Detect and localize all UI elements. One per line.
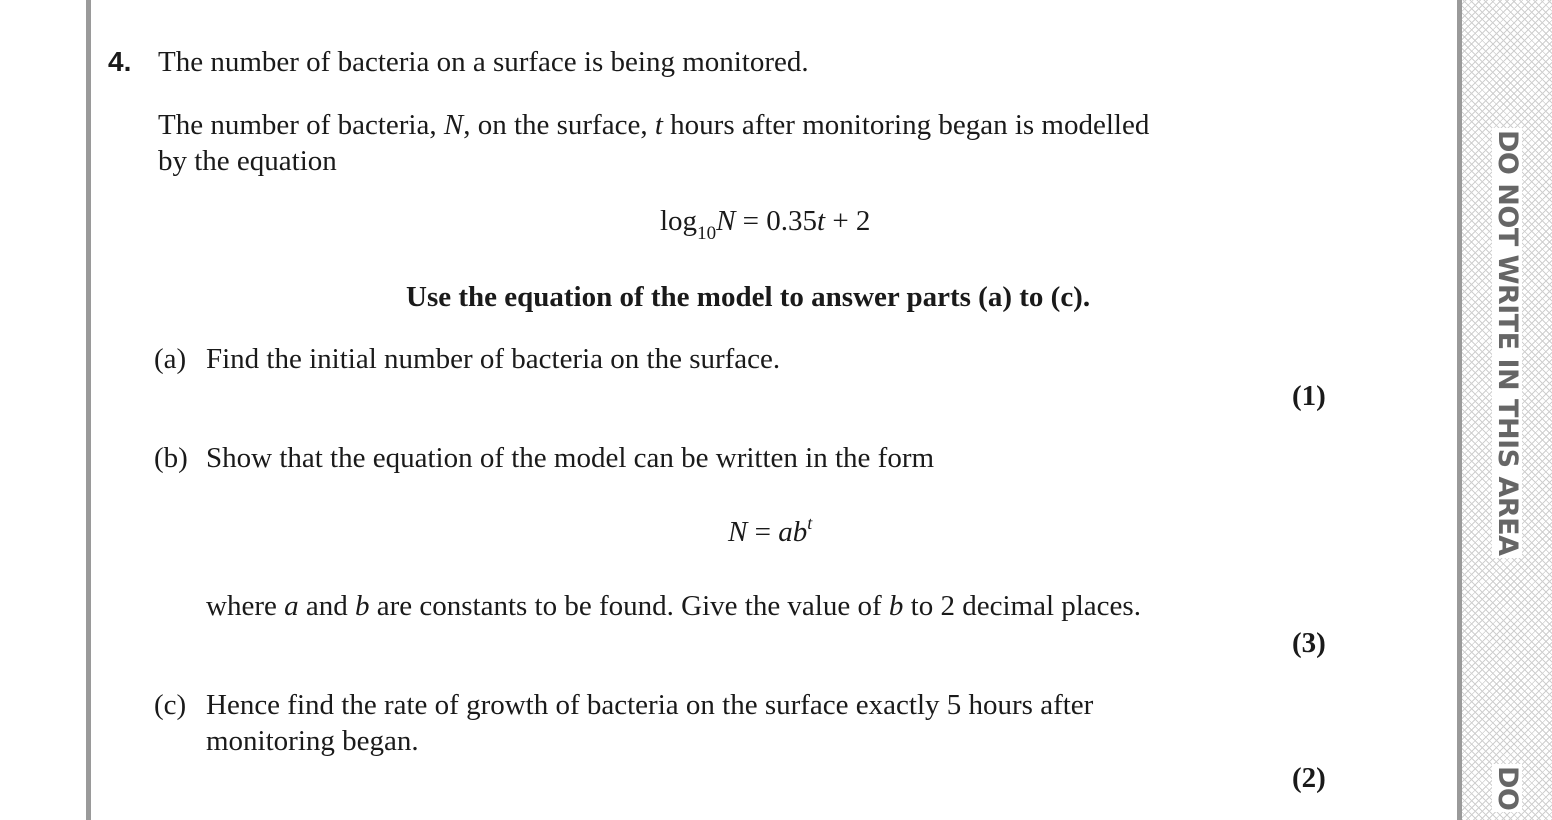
part-a-text: Find the initial number of bacteria on the surface. [206,343,781,375]
part-a-marks: (1) [1292,380,1326,412]
model-description-line-2: by the equation [158,145,337,177]
part-b-marks: (3) [1292,627,1326,659]
part-c-label: (c) [154,689,187,721]
question-number: 4. [108,46,132,77]
left-border-rule [86,0,91,820]
question-intro: The number of bacteria on a surface is being monitored. [158,46,809,78]
part-b-where-text: where a and b are constants to be found. Give the value of b to 2 decimal places. [206,590,1141,622]
part-c-marks: (2) [1292,762,1326,794]
part-a-label: (a) [154,343,187,375]
part-c-text-line-1: Hence find the rate of growth of bacteria on the surface exactly 5 hours after [206,689,1094,721]
part-b-label: (b) [154,442,188,474]
part-b-equation: $N = ab^t$ [728,513,813,548]
model-equation: $\log_{10}N = 0.35t + 2$ [660,205,871,244]
margin-warning-text: DO NOT WRITE IN THIS AREA [1492,130,1523,556]
model-description-line-1: The number of bacteria, N, on the surface, t hours after monitoring began is modelled [158,109,1150,141]
instruction-text: Use the equation of the model to answer parts (a) to (c). [406,281,1091,313]
part-b-text: Show that the equation of the model can be written in the form [206,442,935,474]
margin-warning-text-partial: DO [1492,766,1523,811]
part-c-text-line-2: monitoring began. [206,725,419,757]
